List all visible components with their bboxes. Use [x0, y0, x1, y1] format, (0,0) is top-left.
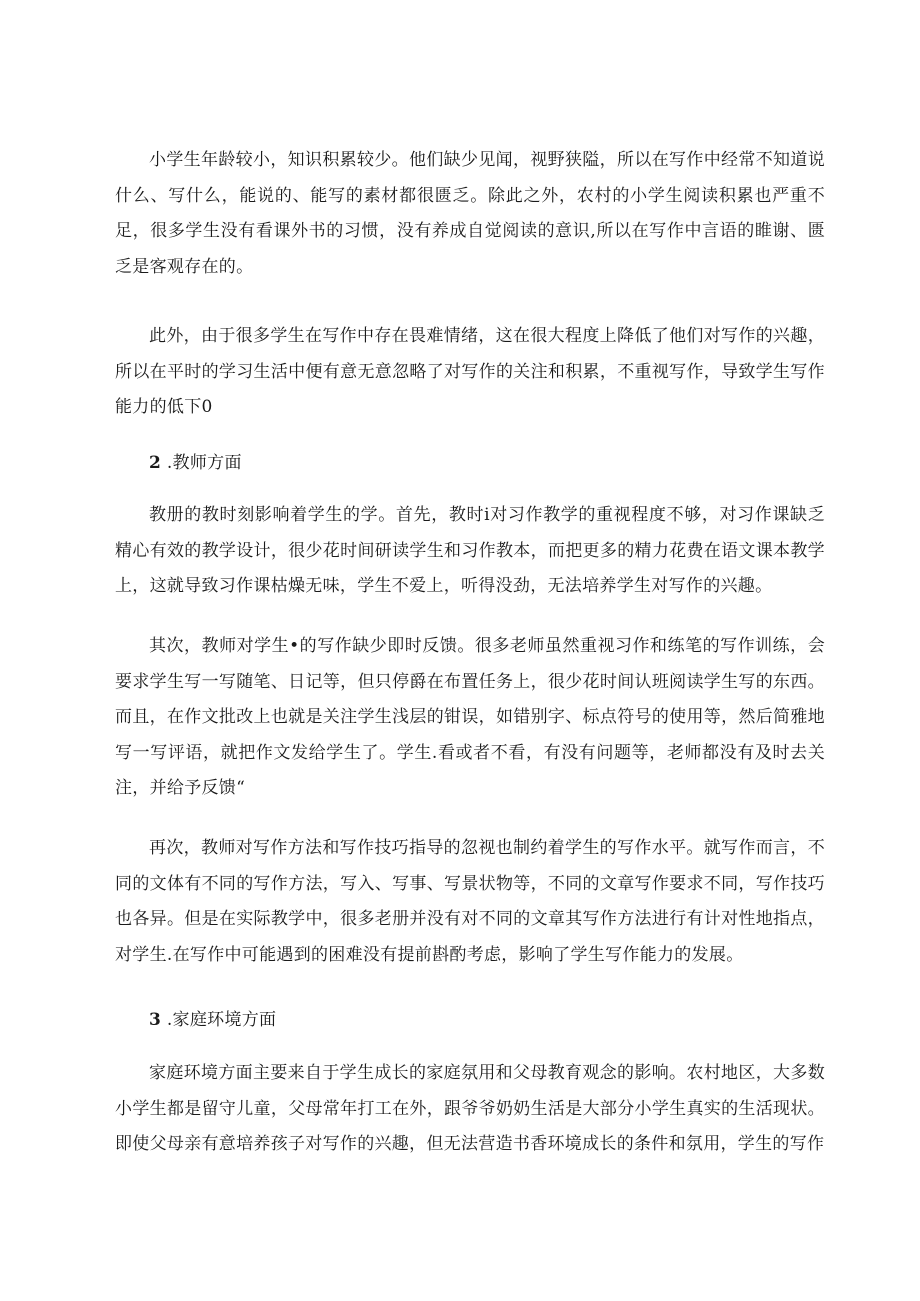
paragraph-writing-methods: 再次，教师对写作方法和写作技巧指导的忽视也制约着学生的写作水平。就写作而言，不同的文体有不同的写作方法，写入、写事、写景状物等，不同的文章写作要求不同，写作技巧也各异。但是在实际教学中，很多老册并没有对不同的文章其写作方法进行有计对性地指点，对学生.在写作中可能遇到的困难没有提前斟酌考虑，影响了学生写作能力的发展。 — [115, 838, 825, 965]
paragraph-teacher-influence: 教册的教时刻影响着学生的学。首先，教时i对习作教学的重视程度不够，对习作课缺乏精心有效的教学设计，很少花时间研读学生和习作教本，而把更多的精力花费在语文课本教学上，这就导致习作课枯燥无味，学生不爱上，听得没劲，无法培养学生对写作的兴趣。 — [115, 505, 825, 596]
section-heading-family — [149, 1005, 276, 1035]
section-title: .教师方面 — [161, 453, 242, 473]
section-number: 2 — [149, 453, 162, 473]
paragraph-student-knowledge: 小学生年龄较小，知识积累较少。他们缺少见闻，视野狭隘，所以在写作中经常不知道说什么、写什么，能说的、能写的素材都很匮乏。除此之外，农村的小学生阅读积累也严重不足，很多学生没有看课外书的习惯，没有养成自觉阅读的意识,所以在写作中言语的睢谢、匮乏是客观存在的。 — [115, 150, 825, 277]
paragraph-family-environment: 家庭环境方面主要来自于学生成长的家庭氛用和父母教育观念的影响。农村地区，大多数小学生都是留守儿童，父母常年打工在外，跟爷爷奶奶生活是大部分小学生真实的生活现状。即使父母亲有意培养孩子对写作的兴趣，但无法营造书香环境成长的条件和氛用，学生的写作 — [115, 1063, 825, 1154]
section-heading-teacher — [149, 448, 242, 478]
paragraph-teacher-feedback: 其次，教师对学生•的写作缺少即时反馈。很多老师虽然重视习作和练笔的写作训练，会要求学生写一写随笔、日记等，但只停爵在布置任务上，很少花时间认班阅读学生写的东西。而且，在作文批改上也就是关注学生浅层的钳误，如错别字、标点符号的使用等，然后简雅地写一写评语，就把作文发给学生了。学生.看或者不看，有没有问题等，老师都没有及时去关注，并给予反馈“ — [115, 636, 825, 798]
section-title: .家庭环境方面 — [161, 1010, 277, 1030]
section-number: 3 — [149, 1010, 162, 1030]
paragraph-writing-fear: 此外，由于很多学生在写作中存在畏难情绪，这在很大程度上降低了他们对写作的兴趣，所以在平时的学习生活中便有意无意忽略了对写作的关注和积累，不重视写作，导致学生写作能力的低下0 — [115, 326, 825, 417]
